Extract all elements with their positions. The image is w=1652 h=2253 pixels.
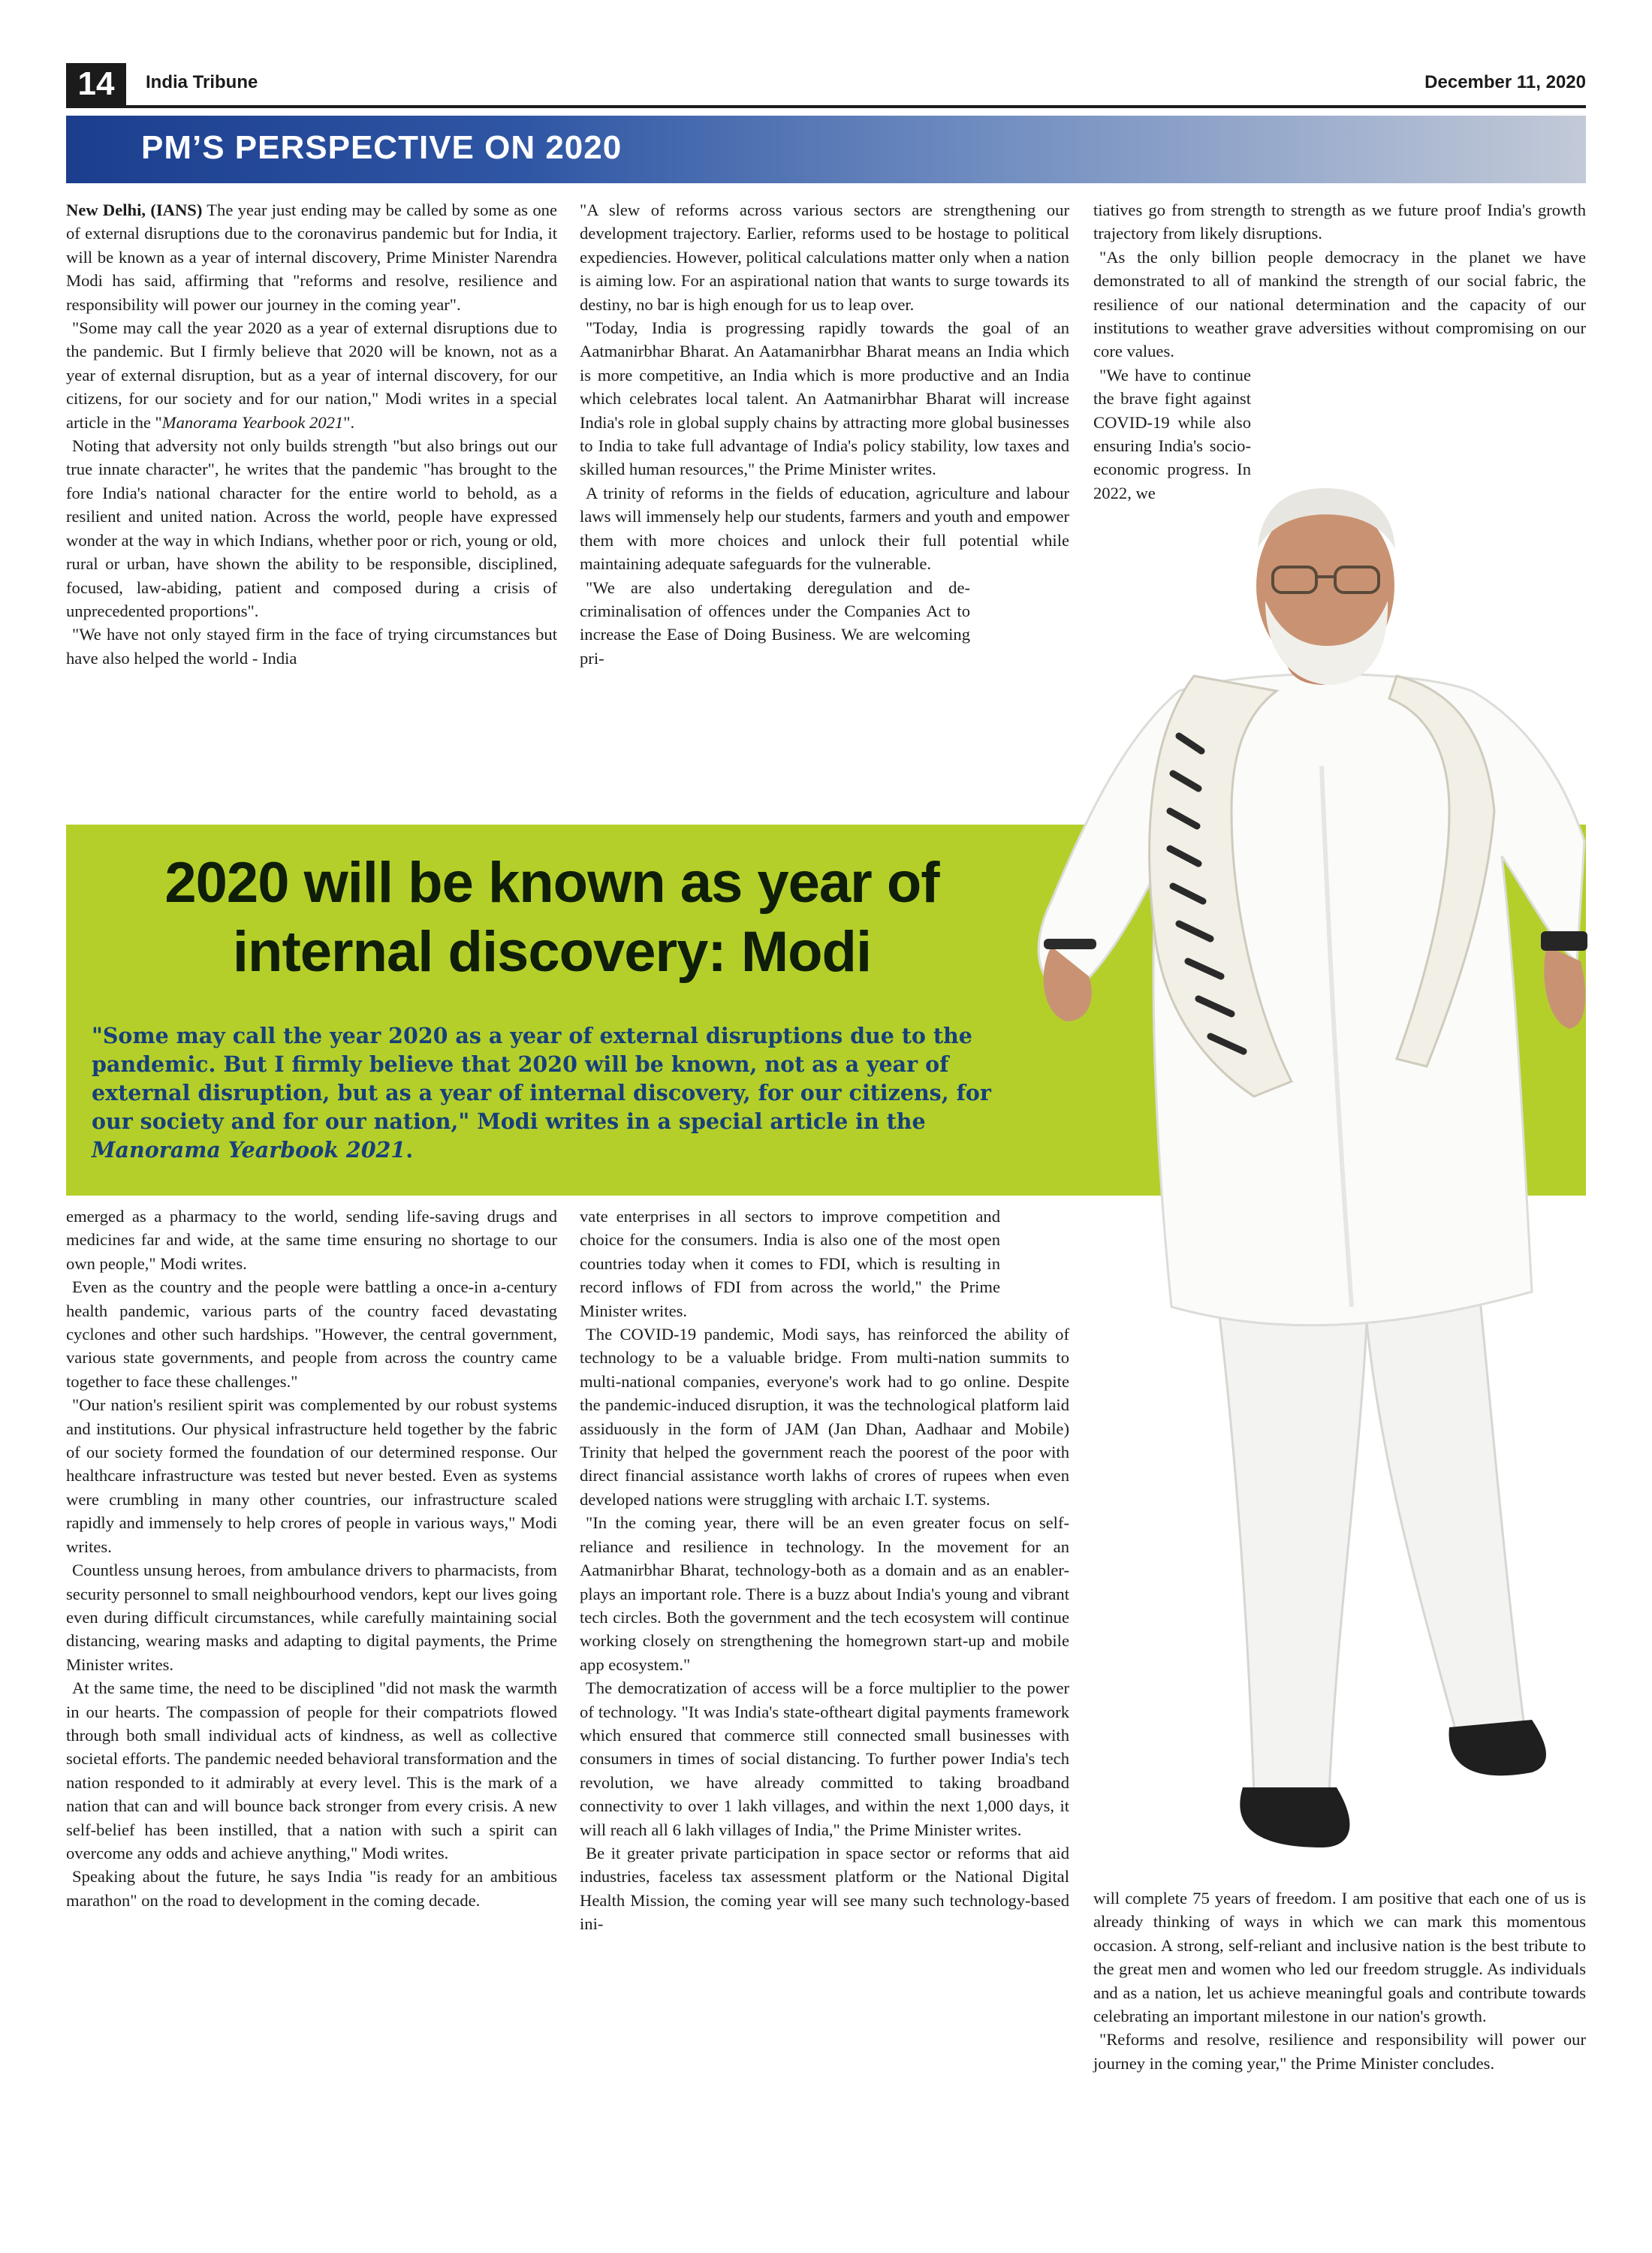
article-paragraph: "We have not only stayed firm in the face of trying circumstances but have also helped the world - India xyxy=(66,625,557,668)
section-banner xyxy=(66,116,1586,183)
article-paragraph: Speaking about the future, he says India "is ready for an ambitious marathon" on the road to development in the coming decade. xyxy=(66,1867,557,1910)
pull-quote-source: Manorama Yearbook 2021 xyxy=(92,1137,406,1163)
article-paragraph: The democratization of access will be a force multiplier to the power of technology. "It was India's state-oftheart digital payments framework which ensured that commerce still connected small businesses with consumers in times of social distancing. To further power India's tech revolution, we have already committed to taking broadband connectivity to over 1 lakh villages, and within the next 1,000 days, it will reach all 6 lakh villages of India," the Prime Minister writes. xyxy=(580,1678,1069,1839)
article-paragraph: "Reforms and resolve, resilience and responsibility will power our journey in the coming year," the Prime Minister concludes. xyxy=(1093,2030,1586,2073)
column-3-bottom xyxy=(1093,1887,1586,2075)
wristband xyxy=(1044,939,1096,949)
article-paragraph: "In the coming year, there will be an even greater focus on self-reliance and resilience in technology. In the movement for an Aatmanirbhar Bharat, technology-both as a domain and as an enabler-plays an important role. There is a buzz about India's young and vibrant tech circles. Both the government and the tech ecosystem will continue working closely on strengthening the homegrown start-up and mobile app ecosystem." xyxy=(580,1513,1069,1674)
publication-name: India Tribune xyxy=(146,72,258,92)
article-paragraph: At the same time, the need to be disciplined "did not mask the warmth in our hearts. The compassion of people for their compatriots flowed through both small individual acts of kindness, as well as collective societal efforts. The pandemic needed behavioral transformation and the nation responded to it admirably at every level. This is the mark of a nation that can and will bounce back stronger from every crisis. A new self-belief has been instilled, that a nation with such a spirit can overcome any odds and achieve anything," Modi writes. xyxy=(66,1678,557,1862)
article-paragraph: Even as the country and the people were battling a once-in a-century health pandemic, various parts of the country faced devastating cyclones and other such hardships. "However, the central government, various state governments, and people from across the country came together to face these challenges." xyxy=(66,1277,557,1391)
article-paragraph: tiatives go from strength to strength as we future proof India's growth trajectory from likely disruptions. xyxy=(1093,201,1586,243)
prime-minister-photo xyxy=(1006,421,1592,1908)
article-paragraph: vate enterprises in all sectors to improve competition and choice for the consumers. India is also one of the most open countries today when it comes to FDI, which is resulting in record inflows of FDI from across the world," the Prime Minister writes. xyxy=(580,1207,1000,1320)
right-hand xyxy=(1544,946,1585,1029)
column-1-top xyxy=(66,198,557,670)
section-title: PM’S PERSPECTIVE ON 2020 xyxy=(141,129,623,166)
pull-quote: "Some may call the year 2020 as a year of external disruptions due to the pandemic. But I firmly believe that 2020 will be known, not as a year of external disruption, but as a year of internal discovery, for our citizens, for our society and for our nation," Modi writes in a special article in the Manorama Yearbook 2021. xyxy=(92,1023,991,1163)
article-paragraph: "Today, India is progressing rapidly towards the goal of an Aatmanirbhar Bharat. An Aatamanirbhar Bharat means an India which is more competitive, an India which is more productive and an India which celebrates local talent. An Aatmanirbhar Bharat will increase India's role in global supply chains by attracting more global businesses to India to take full advantage of India's policy stability, low taxes and skilled human resources," the Prime Minister writes. xyxy=(580,318,1069,479)
right-shoe xyxy=(1449,1720,1546,1775)
headline xyxy=(90,849,1014,987)
page-number: 14 xyxy=(66,63,126,105)
article-paragraph: will complete 75 years of freedom. I am positive that each one of us is already thinking of ways in which we can mark this momentous occasion. A strong, self-reliant and inclusive nation is the best tribute to the great men and women who led our freedom struggle. As individuals and as a nation, let us achieve meaningful goals and contribute towards celebrating an important milestone in our nation's growth. xyxy=(1093,1889,1586,2026)
article-paragraph: "Some may call the year 2020 as a year of external disruptions due to the pandemic. But I firmly believe that 2020 will be known, not as a year of external disruption, but as a year of internal discovery, for our citizens, for our society and for our nation," Modi writes in a special article in the "Manorama Yearbook 2021". xyxy=(66,318,557,432)
kurta xyxy=(1039,674,1584,1326)
publication-date: December 11, 2020 xyxy=(1424,72,1586,92)
banner-edge xyxy=(66,116,75,183)
article-paragraph: Countless unsung heroes, from ambulance drivers to pharmacists, from security personnel to small neighbourhood vendors, kept our lives going even during difficult circumstances, while carefully maintaining social distancing, wearing masks and adapting to digital payments, the Prime Minister writes. xyxy=(66,1561,557,1674)
article-paragraph: "We have to continue the brave fight against COVID-19 while also ensuring India's socio-economic progress. In 2022, we xyxy=(1093,365,1251,502)
article-paragraph: Be it greater private participation in space sector or reforms that aid industries, faceless tax assessment platform or the National Digital Health Mission, the coming year will see many such technology-based ini- xyxy=(580,1843,1069,1934)
headline-line-2: internal discovery: Modi xyxy=(232,920,872,984)
column-2-top xyxy=(580,198,1069,670)
article-paragraph: The COVID-19 pandemic, Modi says, has reinforced the ability of technology to be a valuable bridge. From multi-nation summits to multi-national companies, everyone's work had to go online. Despite the pandemic-induced disruption, it was the technological platform laid assiduously in the form of JAM (Jan Dhan, Aadhaar and Mobile) Trinity that helped the government reach the poorest of the poor with direct financial assistance worth lakhs of crores of rupees when even developed nations were struggling with archaic I.T. systems. xyxy=(580,1325,1069,1509)
column-1-bottom xyxy=(66,1205,557,1912)
article-paragraph: A trinity of reforms in the fields of education, agriculture and labour laws will immensely help our students, farmers and youth and empower them with more choices and unlock their full potential while maintaining adequate safeguards for the vulnerable. xyxy=(580,483,1069,574)
left-shoe xyxy=(1240,1787,1349,1847)
headline-line-1: 2020 will be known as year of xyxy=(164,851,939,915)
dateline: New Delhi, (IANS) xyxy=(66,201,203,219)
header-rule xyxy=(66,105,1586,108)
article-paragraph: "As the only billion people democracy in the planet we have demonstrated to all of mankind the strength of our social fabric, the resilience of our national determination and the capacity of our institutions to weather grave adversities without compromising on our core values. xyxy=(1093,247,1586,361)
article-paragraph: Noting that adversity not only builds strength "but also brings out our true innate character", he writes that the pandemic "has brought to the fore India's national character for the entire world to behold, as a resilient and united nation. Across the world, people have expressed wonder at the way in which Indians, whether poor or rich, young or old, rural or urban, have shown the ability to be responsible, disciplined, focused, law-abiding, patient and composed during a crisis of unprecedented proportions". xyxy=(66,436,557,620)
article-paragraph: "Our nation's resilient spirit was complemented by our robust systems and institutions. Our physical infrastructure held together by the fabric of our society formed the foundation of our determined response. Our healthcare infrastructure was tested but never bested. Even as systems were crumbling in many other countries, our infrastructure scaled rapidly and immensely to help crores of people in various ways," Modi writes. xyxy=(66,1395,557,1556)
wristwatch xyxy=(1541,931,1587,951)
article-paragraph: "A slew of reforms across various sectors are strengthening our development trajectory. Earlier, reforms used to be hostage to political expediencies. However, political calculations matter only when a nation is aiming low. For an aspirational nation that wants to surge towards its destiny, no bar is high enough for us to leap over. xyxy=(580,201,1069,314)
article-paragraph: "We are also undertaking deregulation and de-criminalisation of offences under the Companies Act to increase the Ease of Doing Business. We are welcoming pri- xyxy=(580,578,970,668)
article-paragraph: New Delhi, (IANS) The year just ending may be called by some as one of external disruptions due to the coronavirus pandemic but for India, it will be known as a year of internal discovery, Prime Minister Narendra Modi has said, affirming that "reforms and resolve, resilience and responsibility will power our journey in the coming year". xyxy=(66,201,557,314)
article-paragraph: emerged as a pharmacy to the world, sending life-saving drugs and medicines far and wide, at the same time ensuring no shortage to our own people," Modi writes. xyxy=(66,1207,557,1273)
column-2-bottom xyxy=(580,1205,1069,1936)
